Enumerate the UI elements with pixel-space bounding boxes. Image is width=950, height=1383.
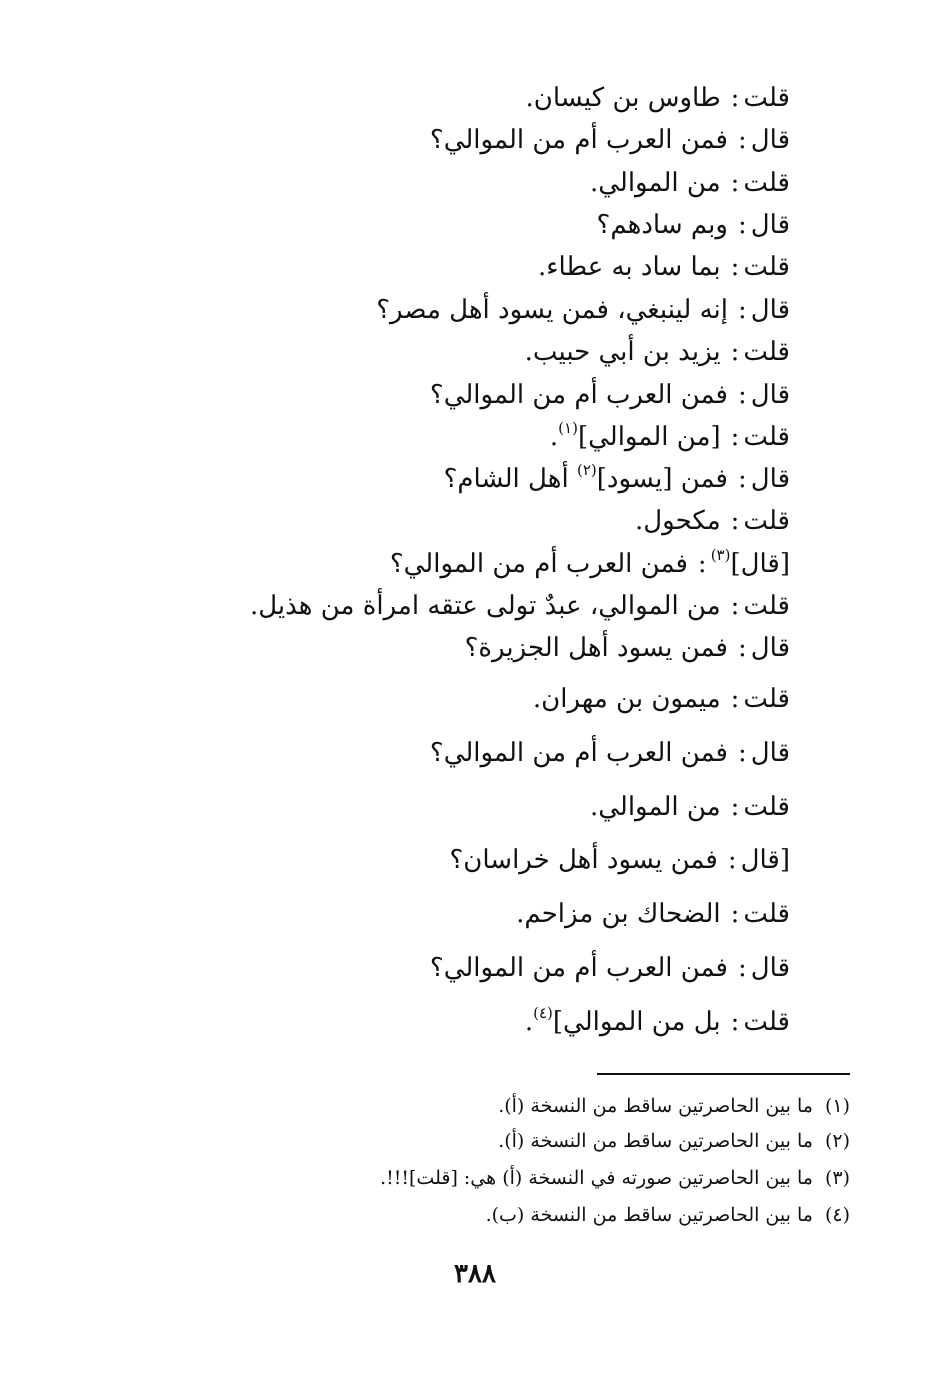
separator: : [730, 168, 740, 198]
speaker-label: قال [750, 125, 790, 155]
dialogue-line [430, 951, 790, 985]
separator: : [737, 738, 747, 768]
speaker-label: قال [750, 464, 790, 494]
speaker-label: قال [750, 738, 790, 768]
footnote-number: (٤) [824, 1204, 850, 1226]
speaker-label: قال [750, 295, 790, 325]
dialogue-text: من الموالي. [589, 792, 721, 822]
separator: : [697, 549, 707, 579]
dialogue-line [430, 123, 790, 157]
footnote [498, 1093, 850, 1119]
separator: : [737, 125, 747, 155]
footnote [486, 1202, 850, 1228]
dialogue-text: إنه لينبغي، فمن يسود أهل مصر؟ [376, 295, 728, 325]
speaker-label: قال [750, 633, 790, 663]
dialogue-line [390, 547, 790, 581]
dialogue-text: فمن العرب أم من الموالي؟ [389, 549, 688, 579]
separator: : [737, 295, 747, 325]
dialogue-text: بل من الموالي] [552, 1007, 721, 1037]
separator: : [730, 899, 740, 929]
dialogue-text-tail: . [524, 1007, 534, 1037]
separator: : [737, 210, 747, 240]
dialogue-text: [من الموالي] [577, 422, 721, 452]
separator: : [730, 1007, 740, 1037]
dialogue-text: طاوس بن كيسان. [525, 83, 721, 113]
dialogue-text: فمن يسود أهل الجزيرة؟ [464, 633, 728, 663]
footnote-text: ما بين الحاصرتين ساقط من النسخة (أ). [498, 1130, 813, 1152]
separator: : [730, 337, 740, 367]
dialogue-line [250, 589, 790, 623]
footnote-marker: (٤) [533, 1004, 553, 1023]
speaker-label: قلت [743, 337, 790, 367]
dialogue-text: من الموالي. [589, 168, 721, 198]
separator: : [730, 591, 740, 621]
dialogue-line [465, 631, 790, 665]
speaker-label: [قال [740, 845, 790, 875]
dialogue-line [590, 166, 790, 200]
dialogue-line [525, 1005, 790, 1039]
dialogue-line [538, 250, 790, 284]
speaker-label: قلت [743, 899, 790, 929]
dialogue-line [444, 462, 790, 496]
dialogue-text: فمن [يسود] [596, 464, 728, 494]
footnote-text: ما بين الحاصرتين ساقط من النسخة (ب). [485, 1204, 813, 1226]
dialogue-text: مكحول. [635, 506, 721, 536]
dialogue-line [376, 293, 790, 327]
footnote-divider [597, 1073, 850, 1075]
dialogue-text: فمن العرب أم من الموالي؟ [429, 738, 728, 768]
footnote-text: ما بين الحاصرتين ساقط من النسخة (أ). [498, 1095, 813, 1117]
separator: : [730, 252, 740, 282]
separator: : [737, 953, 747, 983]
speaker-label: قال [750, 953, 790, 983]
separator: : [730, 83, 740, 113]
separator: : [730, 422, 740, 452]
footnote [498, 1128, 850, 1154]
separator: : [730, 792, 740, 822]
separator: : [737, 633, 747, 663]
footnote-number: (٢) [824, 1130, 850, 1152]
speaker-label: قال [750, 380, 790, 410]
footnote-number: (٣) [824, 1167, 850, 1189]
speaker-label: قلت [743, 792, 790, 822]
speaker-label: قال [750, 210, 790, 240]
separator: : [730, 684, 740, 714]
dialogue-line [525, 335, 790, 369]
dialogue-text: فمن يسود أهل خراسان؟ [449, 845, 718, 875]
dialogue-text: بما ساد به عطاء. [537, 252, 721, 282]
separator: : [730, 506, 740, 536]
dialogue-text: فمن العرب أم من الموالي؟ [429, 953, 728, 983]
dialogue-line [449, 843, 790, 877]
speaker-label: قلت [743, 168, 790, 198]
dialogue-line [533, 682, 790, 716]
dialogue-line [430, 736, 790, 770]
speaker-label: قلت [743, 591, 790, 621]
speaker-label: [قال] [730, 549, 790, 579]
dialogue-text: من الموالي، عبدٌ تولى عتقه امرأة من هذيل. [249, 591, 721, 621]
dialogue-line [597, 208, 790, 242]
dialogue-line [550, 420, 790, 454]
dialogue-text: وبم سادهم؟ [596, 210, 728, 240]
dialogue-text: فمن العرب أم من الموالي؟ [429, 380, 728, 410]
speaker-label: قلت [743, 83, 790, 113]
footnote [380, 1165, 850, 1191]
page-number: ٣٨٨ [454, 1259, 496, 1289]
speaker-label: قلت [743, 422, 790, 452]
dialogue-text-tail: أهل الشام؟ [443, 464, 577, 494]
dialogue-text: الضحاك بن مزاحم. [516, 899, 721, 929]
footnote-marker: (٢) [576, 461, 597, 480]
footnote-text: ما بين الحاصرتين صورته في النسخة (أ) هي: [قلت]!!!. [380, 1167, 813, 1189]
separator: : [737, 380, 747, 410]
dialogue-text: فمن العرب أم من الموالي؟ [429, 125, 728, 155]
footnote-marker: (١) [558, 419, 578, 438]
speaker-label: قلت [743, 684, 790, 714]
dialogue-text: يزيد بن أبي حبيب. [524, 337, 721, 367]
speaker-label: قلت [743, 252, 790, 282]
dialogue-line [635, 504, 790, 538]
separator: : [727, 845, 737, 875]
dialogue-text-tail: . [549, 422, 559, 452]
speaker-label: قلت [743, 506, 790, 536]
separator: : [737, 464, 747, 494]
dialogue-line [525, 81, 790, 115]
dialogue-line [516, 897, 790, 931]
footnote-number: (١) [824, 1095, 850, 1117]
dialogue-text: ميمون بن مهران. [532, 684, 721, 714]
speaker-label: قلت [743, 1007, 790, 1037]
dialogue-line [590, 790, 790, 824]
dialogue-line [430, 378, 790, 412]
footnote-marker: (٣) [710, 546, 731, 565]
